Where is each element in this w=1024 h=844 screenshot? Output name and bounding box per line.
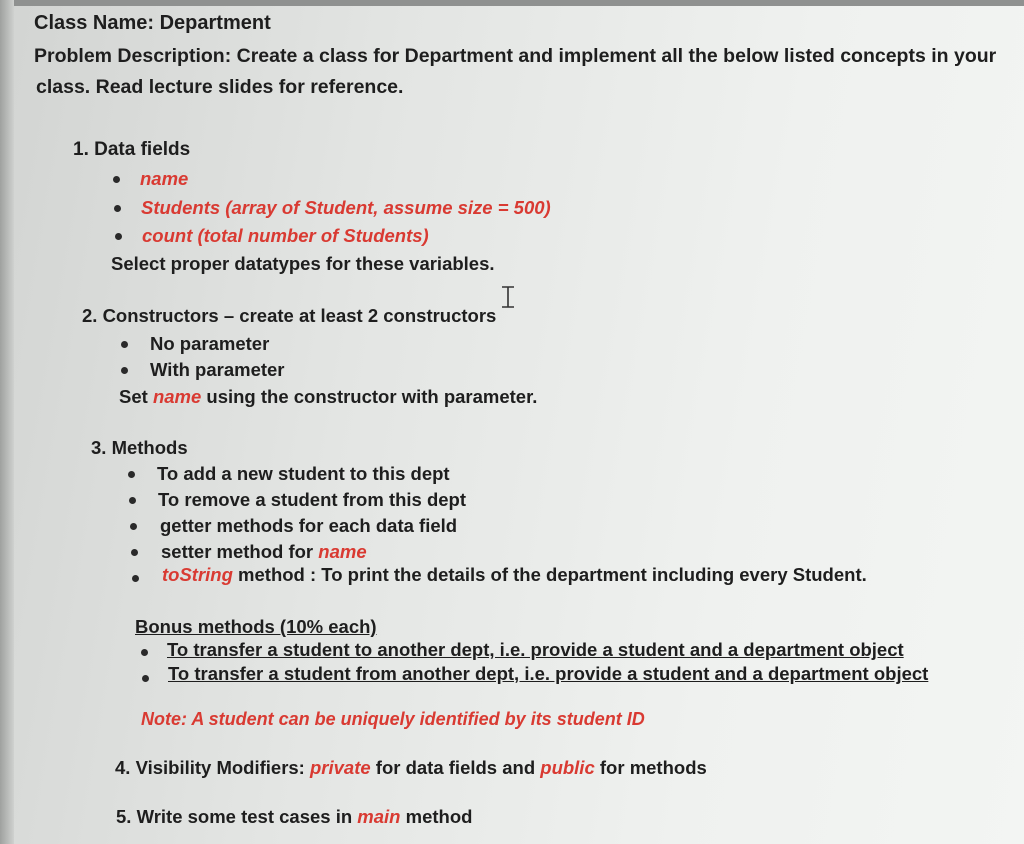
method-getters: getter methods for each data field: [160, 515, 458, 536]
bonus-methods-title: Bonus methods (10% each): [135, 616, 377, 637]
visibility-modifiers: 4. Visibility Modifiers: private for data fields and public for methods: [115, 757, 707, 778]
constructor-with-parameter: With parameter: [150, 359, 285, 380]
bullet-icon: [114, 205, 121, 212]
screen-bezel-top: [0, 0, 1024, 6]
method-add-student: To add a new student to this dept: [157, 463, 450, 484]
bullet-icon: [121, 367, 128, 374]
test-cases: 5. Write some test cases in main method: [116, 806, 473, 827]
bonus-transfer-from: To transfer a student from another dept, i.e. provide a student and a department object: [168, 663, 929, 684]
problem-description-line1: Problem Description: Create a class for Department and implement all the below listed concepts in your: [34, 45, 997, 67]
constructors-note: Set name using the constructor with parameter.: [119, 386, 538, 407]
data-field-count: count (total number of Students): [142, 225, 429, 246]
bullet-icon: [132, 575, 139, 582]
bullet-icon: [129, 497, 136, 504]
data-field-students: Students (array of Student, assume size = 500): [141, 197, 551, 218]
data-field-name: name: [140, 168, 189, 189]
note-student-id: Note: A student can be uniquely identified by its student ID: [141, 709, 645, 729]
bullet-icon: [130, 523, 137, 530]
methods-title: 3. Methods: [91, 437, 188, 458]
bullet-icon: [141, 649, 148, 656]
bullet-icon: [128, 471, 135, 478]
bullet-icon: [115, 233, 122, 240]
screen-bezel-left: [0, 0, 14, 844]
data-fields-title: 1. Data fields: [73, 139, 191, 160]
constructor-no-parameter: No parameter: [150, 333, 270, 354]
method-setter: setter method for name: [161, 541, 367, 562]
text-cursor-icon: [498, 285, 518, 309]
class-name-heading: Class Name: Department: [34, 12, 271, 34]
constructors-title: 2. Constructors – create at least 2 constructors: [82, 305, 497, 326]
data-fields-note: Select proper datatypes for these variables.: [111, 253, 495, 274]
method-remove-student: To remove a student from this dept: [158, 489, 467, 510]
problem-description-line2: class. Read lecture slides for reference.: [36, 76, 404, 98]
bullet-icon: [113, 176, 120, 183]
method-tostring: toString method : To print the details of the department including every Student.: [162, 564, 867, 585]
bonus-transfer-to: To transfer a student to another dept, i.e. provide a student and a department object: [167, 639, 904, 660]
bullet-icon: [142, 675, 149, 682]
bullet-icon: [131, 549, 138, 556]
bullet-icon: [121, 341, 128, 348]
